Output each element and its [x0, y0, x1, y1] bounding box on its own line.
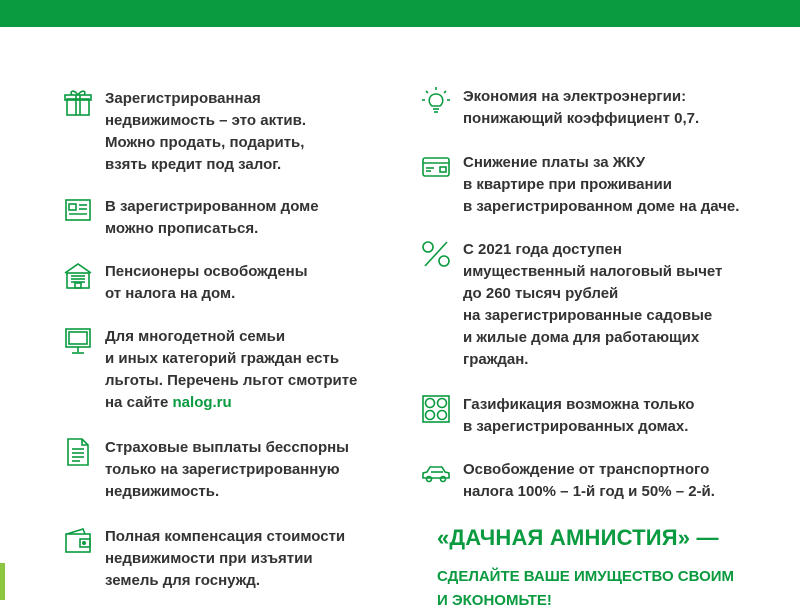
- gift-icon: [63, 88, 93, 118]
- benefit-text: [463, 239, 722, 371]
- text-line: Полная компенсация стоимости: [105, 528, 346, 545]
- text-line: С 2021 года доступен: [463, 241, 622, 258]
- benefit-compensation: [63, 526, 345, 592]
- benefit-utilities: [421, 152, 739, 218]
- benefit-electricity: [421, 86, 699, 130]
- benefit-text: [105, 526, 345, 592]
- top-green-bar: [0, 0, 800, 27]
- text-line: можно прописаться.: [105, 220, 259, 237]
- text-line: в зарегистрированном доме на даче.: [463, 198, 740, 215]
- gas-burner-icon: [421, 394, 451, 424]
- text-line: налога 100% – 1-й год и 50% – 2-й.: [463, 483, 715, 500]
- text-line: взять кредит под залог.: [105, 156, 282, 173]
- benefit-transport-tax: [421, 459, 715, 503]
- lightbulb-icon: [421, 86, 451, 116]
- text-line: льготы. Перечень льгот смотрите: [105, 372, 358, 389]
- benefit-asset: [63, 88, 306, 176]
- text-line: земель для госнужд.: [105, 572, 260, 589]
- amnesty-title: «ДАЧНАЯ АМНИСТИЯ» —: [437, 525, 719, 550]
- text-line: Пенсионеры освобождены: [105, 263, 308, 280]
- text-line: до 260 тысяч рублей: [463, 285, 619, 302]
- text-line: недвижимости при изъятии: [105, 550, 313, 567]
- text-line: Освобождение от транспортного: [463, 461, 710, 478]
- benefit-text: [463, 394, 694, 438]
- text-line: Зарегистрированная: [105, 90, 261, 107]
- monitor-icon: [63, 326, 93, 356]
- benefit-text: [105, 437, 349, 503]
- text-line: СДЕЛАЙТЕ ВАШЕ ИМУЩЕСТВО СВОИМ: [437, 568, 735, 585]
- benefit-registration: [63, 196, 319, 240]
- text-line: недвижимость.: [105, 483, 220, 500]
- document-icon: [63, 437, 93, 467]
- text-line: Можно продать, подарить,: [105, 134, 305, 151]
- text-line: граждан.: [463, 351, 529, 368]
- benefit-text: [105, 88, 306, 176]
- benefit-text: [105, 196, 319, 240]
- credit-card-icon: [421, 152, 451, 182]
- edge-accent-mark: [0, 563, 5, 600]
- text-line: только на зарегистрированную: [105, 461, 340, 478]
- text-line: И ЭКОНОМЬТЕ!: [437, 592, 552, 609]
- text-line: понижающий коэффициент 0,7.: [463, 110, 700, 127]
- benefit-pensioners: [63, 261, 308, 305]
- text-line: в квартире при проживании: [463, 176, 672, 193]
- benefit-text: [105, 261, 308, 305]
- text-line: недвижимость – это актив.: [105, 112, 307, 129]
- benefit-text: [463, 152, 739, 218]
- text-line: Для многодетной семьи: [105, 328, 286, 345]
- text-line: имущественный налоговый вычет: [463, 263, 723, 280]
- text-line: [105, 392, 357, 414]
- text-line: Газификация возможна только: [463, 396, 695, 413]
- benefit-tax-deduction: [421, 239, 722, 371]
- benefit-gasification: [421, 394, 694, 438]
- nalog-link[interactable]: nalog.ru: [172, 394, 232, 411]
- benefit-insurance: [63, 437, 349, 503]
- benefit-text: [463, 459, 715, 503]
- amnesty-subtitle: [437, 565, 734, 613]
- text-line: от налога на дом.: [105, 285, 236, 302]
- text-line: и иных категорий граждан есть: [105, 350, 340, 367]
- car-icon: [421, 459, 451, 489]
- benefit-text: [105, 326, 357, 414]
- wallet-icon: [63, 526, 93, 556]
- benefit-text: [463, 86, 699, 130]
- benefit-large-families: [63, 326, 357, 414]
- percent-icon: [421, 239, 451, 269]
- link-prefix: на сайте: [105, 394, 173, 411]
- text-line: Страховые выплаты бесспорны: [105, 439, 349, 456]
- id-card-icon: [63, 196, 93, 226]
- text-line: и жилые дома для работающих: [463, 329, 700, 346]
- text-line: В зарегистрированном доме: [105, 198, 319, 215]
- text-line: Снижение платы за ЖКУ: [463, 154, 646, 171]
- text-line: на зарегистрированные садовые: [463, 307, 713, 324]
- text-line: Экономия на электроэнергии:: [463, 88, 687, 105]
- text-line: в зарегистрированных домах.: [463, 418, 689, 435]
- garage-house-icon: [63, 261, 93, 291]
